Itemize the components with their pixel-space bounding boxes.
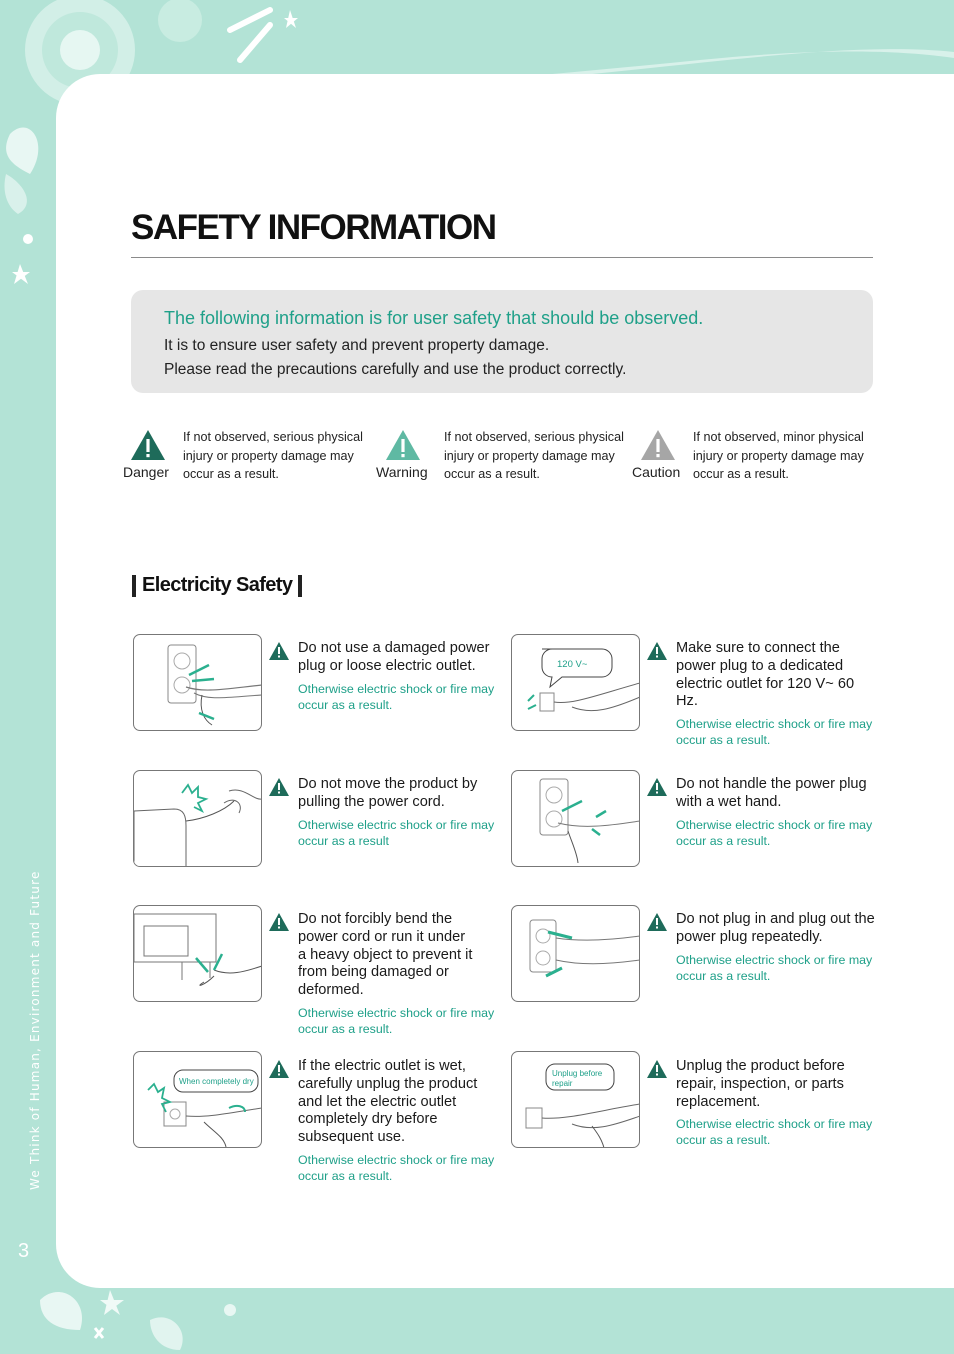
warning-icon [646, 912, 668, 932]
warning-icon [268, 777, 290, 797]
item-repeated-plugging [676, 911, 876, 984]
dry-tag: When completely dry [179, 1077, 254, 1086]
illustration-bend-cord [133, 905, 262, 1002]
warning-icon [646, 1059, 668, 1079]
item-text: Do not use a damaged power plug or loose electric outlet. [298, 640, 490, 674]
heading-bar-right [298, 575, 302, 597]
item-wet-outlet [298, 1058, 498, 1184]
side-tagline: We Think of Human, Environment and Future [28, 870, 42, 1190]
item-note: Otherwise electric shock or fire may occur as a result. [298, 1152, 495, 1183]
item-bend-cord [298, 911, 498, 1037]
item-text: If the electric outlet is wet, carefully unplug the product and let the electric outlet completely dry before subsequent use. [298, 1058, 478, 1146]
item-note: Otherwise electric shock or fire may occur as a result. [298, 681, 495, 712]
title-divider [131, 257, 873, 258]
voltage-tag: 120 V~ [557, 659, 588, 670]
warning-icon [268, 1059, 290, 1079]
illustration-unplug-repair [511, 1051, 640, 1148]
item-text: Make sure to connect the power plug to a dedicated electric outlet for 120 V~ 60 Hz. [676, 640, 855, 710]
page-title: SAFETY INFORMATION [131, 208, 496, 247]
heading-bar-left [132, 575, 136, 597]
caution-label: Caution [632, 464, 681, 480]
item-text: Do not handle the power plug with a wet hand. [676, 776, 867, 810]
item-damaged-plug [298, 640, 498, 713]
page-number: 3 [18, 1240, 30, 1262]
item-wet-hand [676, 776, 876, 849]
warning-icon [268, 641, 290, 661]
caution-triangle-icon [640, 428, 676, 462]
intro-heading: The following information is for user safety that should be observed. [164, 308, 704, 328]
warning-description: If not observed, serious physical injury or property damage may occur as a result. [444, 430, 624, 481]
section-title: Electricity Safety [142, 574, 293, 596]
intro-line-1: It is to ensure user safety and prevent property damage. [164, 337, 550, 354]
item-text: Do not forcibly bend the power cord or run it under a heavy object to prevent it from being damaged or deformed. [298, 911, 473, 999]
repair-tag-line2: repair [552, 1079, 573, 1088]
item-text: Do not plug in and plug out the power plug repeatedly. [676, 911, 875, 945]
item-note: Otherwise electric shock or fire may occur as a result [298, 817, 495, 848]
item-note: Otherwise electric shock or fire may occur as a result. [676, 1117, 873, 1148]
item-text: Do not move the product by pulling the power cord. [298, 776, 478, 810]
illustration-repeated-plugging [511, 905, 640, 1002]
illustration-wet-outlet [133, 1051, 262, 1148]
item-note: Otherwise electric shock or fire may occur as a result. [676, 717, 873, 748]
item-text: Unplug the product before repair, inspection, or parts replacement. [676, 1058, 845, 1110]
warning-triangle-icon [385, 428, 421, 462]
warning-icon [646, 777, 668, 797]
item-note: Otherwise electric shock or fire may occur as a result. [676, 817, 873, 848]
warning-icon [646, 641, 668, 661]
warning-label: Warning [376, 464, 428, 480]
item-note: Otherwise electric shock or fire may occur as a result. [298, 1005, 495, 1036]
danger-triangle-icon [130, 428, 166, 462]
caution-description: If not observed, minor physical injury or property damage may occur as a result. [693, 430, 864, 481]
danger-label: Danger [123, 464, 169, 480]
item-note: Otherwise electric shock or fire may occur as a result. [676, 952, 873, 983]
item-unplug-repair [676, 1058, 876, 1148]
illustration-wet-hand [511, 770, 640, 867]
repair-tag-line1: Unplug before [552, 1069, 603, 1078]
illustration-dedicated-outlet [511, 634, 640, 731]
danger-description: If not observed, serious physical injury or property damage may occur as a result. [183, 430, 363, 481]
intro-box [131, 290, 873, 393]
item-pull-cord [298, 776, 498, 849]
item-dedicated-outlet [676, 640, 876, 748]
illustration-damaged-plug [133, 634, 262, 731]
intro-line-2: Please read the precautions carefully and use the product correctly. [164, 361, 627, 378]
section-heading [132, 574, 308, 597]
warning-icon [268, 912, 290, 932]
footer-decoration [0, 1280, 954, 1354]
illustration-pull-cord [133, 770, 262, 867]
